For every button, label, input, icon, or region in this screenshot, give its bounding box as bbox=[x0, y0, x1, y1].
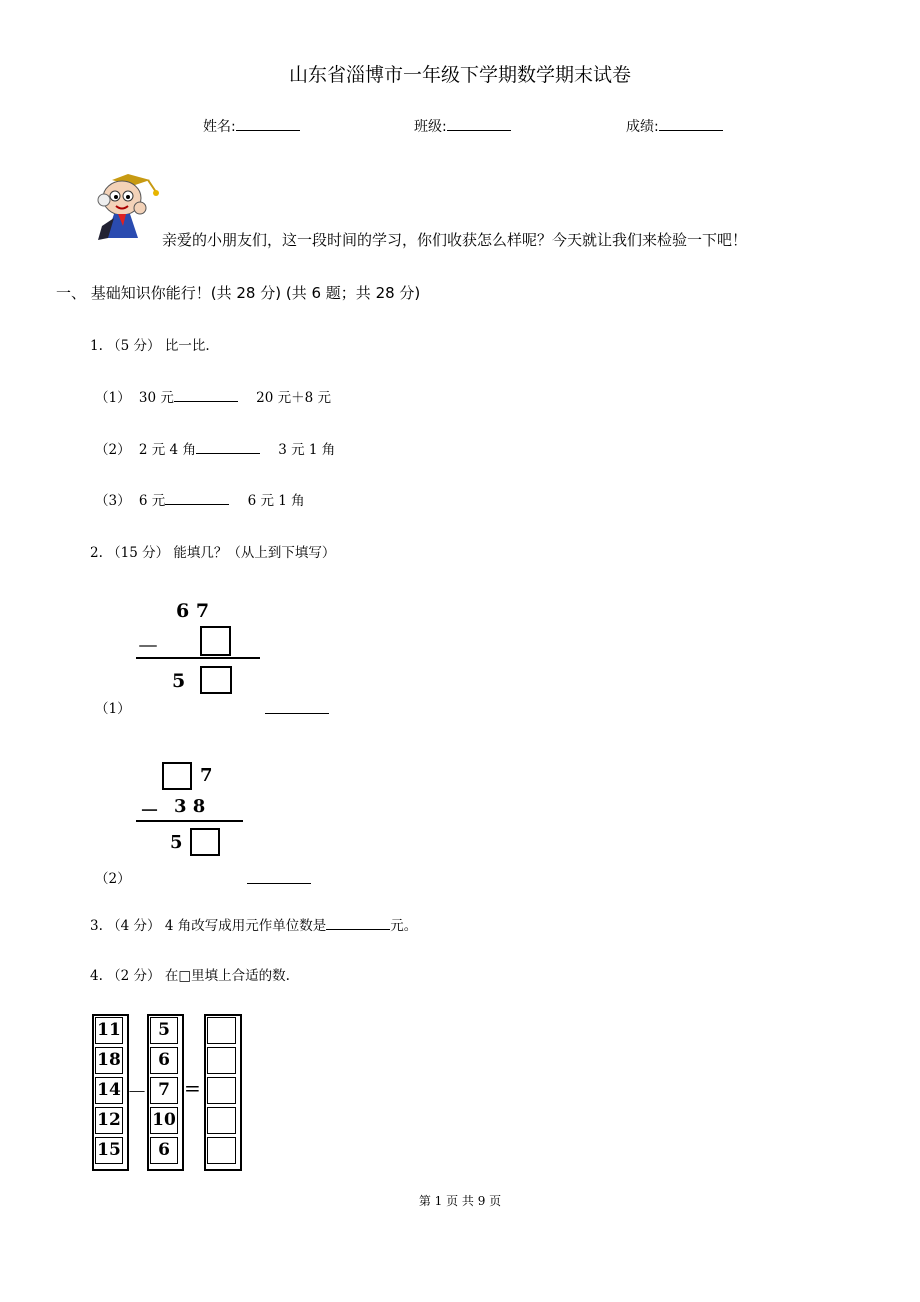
answer-blank[interactable] bbox=[165, 492, 229, 505]
greeting-text: 亲爱的小朋友们，这一段时间的学习，你们收获怎么样呢？今天就让我们来检验一下吧！ bbox=[162, 231, 748, 249]
question-1-item-2 bbox=[95, 438, 335, 458]
top-digit: 7 bbox=[200, 765, 213, 786]
item-number: （3） bbox=[95, 493, 131, 509]
number-cell: 11 bbox=[95, 1017, 123, 1044]
digit-box[interactable] bbox=[200, 666, 232, 694]
question-1-item-1 bbox=[95, 386, 331, 406]
subtraction-top-digits: 6 7 bbox=[176, 600, 210, 622]
number-cell: 7 bbox=[150, 1077, 178, 1104]
item-right: 6 元 1 角 bbox=[247, 493, 305, 509]
score-blank[interactable] bbox=[659, 116, 723, 131]
item-right: 3 元 1 角 bbox=[278, 442, 336, 458]
digit-box[interactable] bbox=[200, 626, 231, 656]
section-heading: 一、 基础知识你能行！(共 28 分) (共 6 题；共 28 分) bbox=[56, 284, 421, 302]
name-field[interactable] bbox=[203, 116, 300, 136]
mascot-image bbox=[92, 168, 164, 248]
subtraction-line bbox=[136, 657, 260, 659]
question-3-tail: 元。 bbox=[390, 918, 418, 934]
question-1-item-3 bbox=[95, 489, 305, 509]
subtrahend-digits: 3 8 bbox=[174, 796, 206, 817]
answer-blank[interactable] bbox=[326, 917, 390, 930]
digit-box[interactable] bbox=[162, 762, 192, 790]
answer-box[interactable] bbox=[207, 1077, 236, 1104]
number-cell: 15 bbox=[95, 1137, 123, 1164]
answer-blank[interactable] bbox=[265, 701, 329, 714]
question-4-head: 4. （2 分） 在□里填上合适的数. bbox=[90, 968, 290, 984]
class-label: 班级: bbox=[414, 119, 447, 135]
minus-sign: － bbox=[127, 1080, 147, 1104]
subtraction-line bbox=[136, 820, 243, 822]
name-label: 姓名: bbox=[203, 119, 236, 135]
number-cell: 14 bbox=[95, 1077, 123, 1104]
item-number: （1） bbox=[95, 390, 131, 406]
minus-sign: － bbox=[137, 634, 160, 660]
answer-box[interactable] bbox=[207, 1137, 236, 1164]
answer-blank[interactable] bbox=[196, 441, 260, 454]
score-label: 成绩: bbox=[626, 119, 659, 135]
question-3 bbox=[90, 914, 417, 934]
class-blank[interactable] bbox=[447, 116, 511, 131]
answer-box[interactable] bbox=[207, 1047, 236, 1074]
page-title: 山东省淄博市一年级下学期数学期末试卷 bbox=[288, 64, 631, 86]
name-blank[interactable] bbox=[236, 116, 300, 131]
equals-sign: = bbox=[184, 1076, 201, 1100]
answer-box[interactable] bbox=[207, 1107, 236, 1134]
item-left: 6 元 bbox=[138, 493, 166, 509]
result-digit: 5 bbox=[172, 670, 186, 692]
number-cell: 5 bbox=[150, 1017, 178, 1044]
number-cell: 18 bbox=[95, 1047, 123, 1074]
result-digit: 5 bbox=[170, 832, 183, 853]
number-cell: 12 bbox=[95, 1107, 123, 1134]
number-cell: 6 bbox=[150, 1137, 178, 1164]
item-right: 20 元＋8 元 bbox=[256, 390, 332, 406]
score-field[interactable] bbox=[626, 116, 723, 136]
question-2-head: 2. （15 分） 能填几？（从上到下填写） bbox=[90, 545, 336, 561]
answer-blank[interactable] bbox=[247, 871, 311, 884]
question-2-item-1-number: （1） bbox=[95, 701, 131, 717]
question-3-text: 3. （4 分） 4 角改写成用元作单位数是 bbox=[90, 918, 327, 934]
page-footer: 第 1 页 共 9 页 bbox=[418, 1194, 502, 1208]
number-cell: 10 bbox=[150, 1107, 178, 1134]
item-left: 30 元 bbox=[138, 390, 174, 406]
question-2-item-2-number: （2） bbox=[95, 871, 131, 887]
answer-blank[interactable] bbox=[174, 389, 238, 402]
item-left: 2 元 4 角 bbox=[138, 442, 196, 458]
minus-sign: － bbox=[140, 800, 160, 822]
number-cell: 6 bbox=[150, 1047, 178, 1074]
answer-box[interactable] bbox=[207, 1017, 236, 1044]
class-field[interactable] bbox=[414, 116, 511, 136]
question-1-head: 1. （5 分） 比一比. bbox=[90, 338, 210, 354]
digit-box[interactable] bbox=[190, 828, 220, 856]
item-number: （2） bbox=[95, 442, 131, 458]
